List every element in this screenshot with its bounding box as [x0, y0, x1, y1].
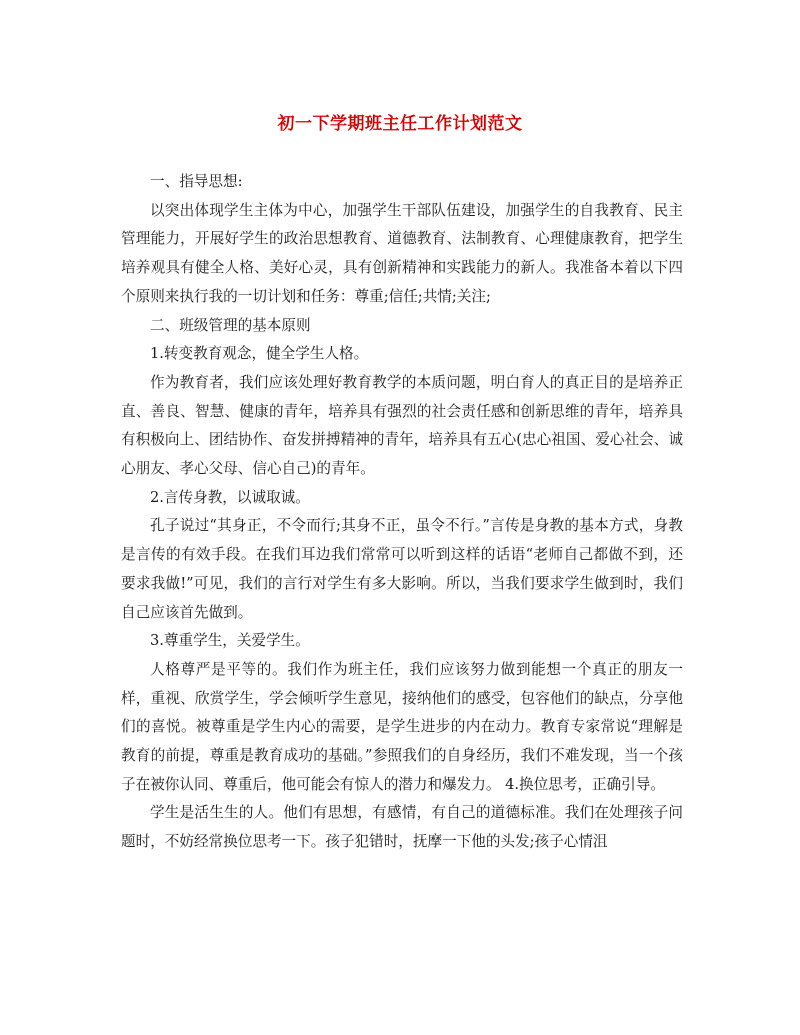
paragraph: 孔子说过“其身正，不令而行;其身不正，虽令不行。”言传是身教的基本方式，身教是言传的有效手段。在我们耳边我们常常可以听到这样的话语“老师自己都做不到，还要求我做!”可见，我们的言行对学生有多大影响。所以，当我们要求学生做到时，我们自己应该首先做到。 [121, 517, 683, 621]
paragraph: 1.转变教育观念，健全学生人格。 [150, 345, 369, 363]
paragraph: 一、指导思想: [150, 173, 243, 190]
paragraph: 2.言传身教，以诚取诚。 [150, 488, 310, 506]
document-body [121, 168, 683, 857]
document-title: 初一下学期班主任工作计划范文 [277, 114, 523, 134]
paragraph: 人格尊严是平等的。我们作为班主任，我们应该努力做到能想一个真正的朋友一样，重视、欣赏学生，学会倾听学生意见，接纳他们的感受，包容他们的缺点，分享他们的喜悦。被尊重是学生内心的需要，是学生进步的内在动力。教育专家常说“理解是教育的前提，尊重是教育成功的基础。”参照我们的自身经历，我们不难发现，当一个孩子在被你认同、尊重后，他可能会有惊人的潜力和爆发力。 4.换位思考，正确引导。 [121, 660, 683, 793]
paragraph: 以突出体现学生主体为中心，加强学生干部队伍建设，加强学生的自我教育、民主管理能力，开展好学生的政治思想教育、道德教育、法制教育、心理健康教育，把学生培养观具有健全人格、美好心灵，具有创新精神和实践能力的新人。我准备本着以下四个原则来执行我的一切计划和任务：尊重;信任;共情;关注; [121, 201, 683, 305]
paragraph: 3.尊重学生，关爱学生。 [150, 632, 310, 650]
paragraph: 作为教育者，我们应该处理好教育教学的本质问题，明白育人的真正目的是培养正直、善良、智慧、健康的青年，培养具有强烈的社会责任感和创新思维的青年，培养具有积极向上、团结协作、奋发拼搏精神的青年，培养具有五心(忠心祖国、爱心社会、诚心朋友、孝心父母、信心自己)的青年。 [121, 373, 683, 478]
paragraph: 二、班级管理的基本原则 [150, 316, 311, 334]
paragraph: 学生是活生生的人。他们有思想，有感情，有自己的道德标准。我们在处理孩子问题时，不妨经常换位思考一下。孩子犯错时，抚摩一下他的头发;孩子心情沮 [121, 804, 683, 851]
